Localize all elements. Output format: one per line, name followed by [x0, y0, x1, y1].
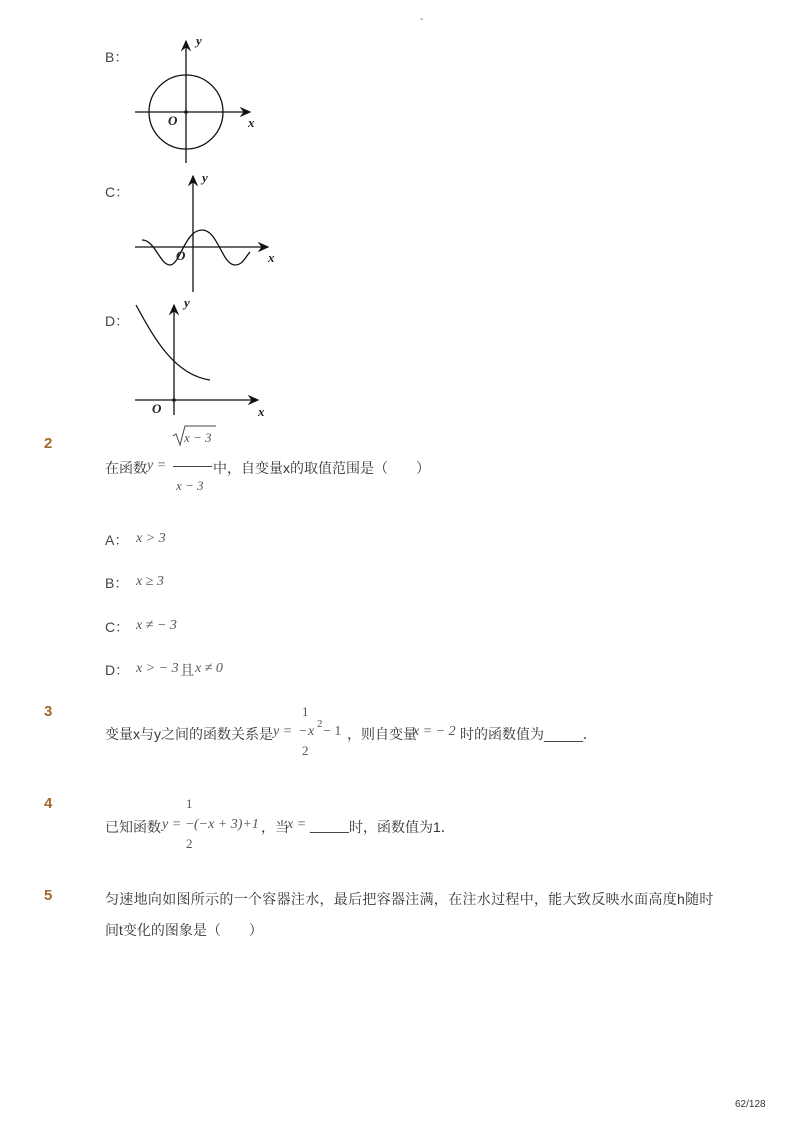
q4-mid: ，当: [261, 819, 289, 835]
q4-expr: (−x + 3)+1: [194, 817, 259, 832]
x-axis-label: x: [248, 115, 255, 130]
q2-fraction-bar: [173, 466, 212, 467]
q2-option-b-label: B：: [105, 575, 129, 591]
decay-graph: [130, 295, 275, 425]
q4-x-eq: x =: [287, 817, 307, 832]
q5-line-2: 间t变化的图象是（ ）: [105, 922, 263, 938]
q3-sup: 2: [317, 718, 323, 730]
q2-option-d-text: 且: [180, 662, 194, 678]
q4-y-eq: y =: [162, 817, 182, 832]
q2-denominator: x − 3: [176, 478, 204, 493]
q2-option-a-label: A：: [105, 532, 129, 548]
x-axis-label: x: [268, 250, 275, 265]
question-number-5: 5: [44, 887, 53, 904]
q2-suffix: 中，自变量x的取值范围是（ ）: [213, 460, 430, 476]
question-number-4: 4: [44, 795, 53, 812]
q3-y-eq: y =: [273, 724, 293, 739]
q3-x-eq: x = − 2: [413, 724, 456, 739]
q4-minus: −: [186, 817, 194, 832]
q2-option-a-math: x > 3: [136, 531, 166, 546]
q3-expr-x: x: [308, 724, 315, 739]
question-number-3: 3: [44, 703, 53, 720]
y-axis-label: y: [196, 35, 202, 48]
question-number-2: 2: [44, 435, 53, 452]
q2-option-d-math-a: x > − 3: [136, 661, 179, 676]
origin-label: O: [152, 401, 162, 416]
q2-option-c-math: x ≠ − 3: [136, 618, 177, 633]
q4-suffix: 时，函数值为1．: [349, 819, 455, 835]
q2-option-d-math-b: x ≠ 0: [195, 661, 223, 676]
q3-suffix: 时的函数值为_____．: [460, 726, 597, 742]
origin-label: O: [168, 113, 178, 128]
q2-option-b-math: x ≥ 3: [136, 574, 164, 589]
q3-expr-tail: − 1: [323, 724, 342, 739]
header-mark: -: [420, 14, 424, 25]
q4-frac-num: 1: [186, 796, 193, 811]
q4-frac-den: 2: [186, 836, 193, 851]
option-c-label: C：: [105, 184, 130, 200]
x-axis-label: x: [258, 404, 265, 419]
q3-frac-den: 2: [302, 743, 309, 758]
page-number: 62/128: [735, 1099, 766, 1110]
q3-minus: −: [299, 724, 307, 739]
origin-dot: [172, 398, 176, 402]
q2-option-d-label: D：: [105, 662, 130, 678]
q2-y-eq: y =: [147, 458, 167, 473]
q5-line-1: 匀速地向如图所示的一个容器注水，最后把容器注满，在注水过程中，能大致反映水面高度h随时: [105, 891, 714, 907]
q2-option-c-label: C：: [105, 619, 130, 635]
q2-numerator: x − 3: [184, 430, 212, 445]
q3-mid: ，则自变量: [347, 726, 417, 742]
option-b-label: B：: [105, 49, 129, 65]
y-axis-label: y: [202, 170, 208, 185]
q3-prefix: 变量x与y之间的函数关系是: [105, 726, 273, 742]
sine-graph: [130, 170, 285, 295]
q4-prefix: 已知函数: [105, 819, 161, 835]
option-d-label: D：: [105, 313, 130, 329]
origin-label: O: [176, 248, 186, 263]
q3-frac-num: 1: [302, 704, 309, 719]
q4-blank[interactable]: _____: [310, 817, 349, 833]
origin-dot: [184, 110, 188, 114]
y-axis-label: y: [184, 295, 190, 310]
decay-curve: [136, 305, 210, 380]
circle-graph: [130, 35, 270, 165]
q2-prefix: 在函数: [105, 460, 147, 476]
